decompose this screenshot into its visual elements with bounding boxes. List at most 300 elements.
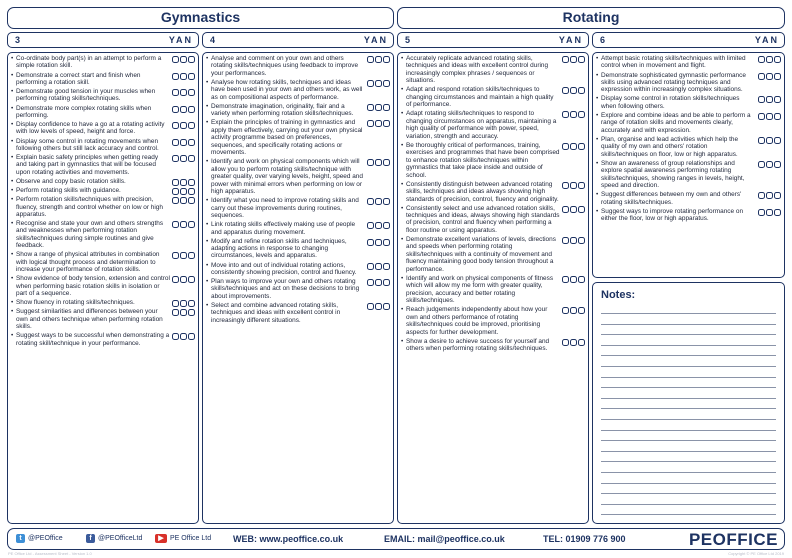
note-line [601, 334, 776, 335]
yan-checkboxes [758, 137, 781, 144]
checkbox-almost[interactable] [766, 161, 773, 168]
checkbox-almost[interactable] [180, 197, 187, 204]
checkbox-almost[interactable] [375, 104, 382, 111]
checkbox-almost[interactable] [375, 198, 382, 205]
checkbox-not-yet[interactable] [383, 263, 390, 270]
yan-checkboxes [367, 303, 390, 310]
criteria-text: Recognise and state your own and others strengths and weaknesses when performing rotation skills/techniques during simple routines and give feedback. [16, 220, 164, 250]
col-header-5 [397, 32, 589, 48]
twitter-icon: t [16, 534, 25, 543]
criteria-item [596, 55, 784, 70]
column-6 [592, 52, 785, 278]
criteria-text: Plan ways to improve your own and others rotating skills/techniques and act on these decisions to bring about improvements. [211, 278, 360, 300]
criteria-text: Reach judgements independently about how your own and others performance of rotating skills/techniques could be improved, prioritising aspects for further development. [406, 306, 548, 336]
rotating-banner: Rotating [397, 7, 785, 29]
yan-checkboxes [367, 104, 390, 111]
col-number: 3 [15, 35, 21, 45]
criteria-text: Adapt and respond rotation skills/techniques to changing circumstances and maintain a high quality of performance. [406, 86, 554, 109]
checkbox-almost[interactable] [570, 111, 577, 118]
criteria-text: Be thoroughly critical of performances, training, exercises and programmes that have been comprised to enhance rotation skills/techniques within gymnastics that take place inside and outside of school. [406, 141, 560, 179]
bullet: • [206, 278, 209, 286]
criteria-item [401, 142, 588, 179]
checkbox-almost[interactable] [570, 56, 577, 63]
checkbox-yes[interactable] [172, 252, 179, 259]
criteria-item [401, 86, 588, 108]
checkbox-yes[interactable] [758, 209, 765, 216]
criteria-item [11, 178, 198, 185]
checkbox-almost[interactable] [180, 73, 187, 80]
yan-checkboxes [562, 182, 585, 189]
checkbox-almost[interactable] [570, 339, 577, 346]
youtube-icon: ▶ [155, 534, 167, 543]
yan-checkboxes [172, 155, 195, 162]
yan-checkboxes [367, 263, 390, 270]
checkbox-yes[interactable] [172, 197, 179, 204]
footer [7, 528, 785, 550]
twitter-link[interactable] [16, 534, 63, 543]
checkbox-yes[interactable] [562, 111, 569, 118]
checkbox-not-yet[interactable] [188, 221, 195, 228]
checkbox-yes[interactable] [172, 56, 179, 63]
checkbox-not-yet[interactable] [578, 143, 585, 150]
checkbox-almost[interactable] [180, 155, 187, 162]
bullet: • [11, 104, 14, 112]
checkbox-almost[interactable] [570, 87, 577, 94]
criteria-text: Identify and work on physical components of fitness which will allow my me form with greater quality, precision, accuracy and better rotating skills/techniques. [406, 274, 554, 305]
checkbox-not-yet[interactable] [188, 252, 195, 259]
checkbox-yes[interactable] [562, 206, 569, 213]
checkbox-almost[interactable] [180, 56, 187, 63]
criteria-item [206, 278, 393, 300]
criteria-text: Display some control in rotating movements when following others but still lack accuracy and control. [16, 137, 159, 152]
yan-label: YAN [754, 35, 779, 45]
checkbox-yes[interactable] [562, 237, 569, 244]
checkbox-almost[interactable] [375, 159, 382, 166]
criteria-text: Demonstrate more complex rotating skills when performing. [16, 104, 152, 119]
bullet: • [11, 332, 14, 340]
checkbox-yes[interactable] [758, 56, 765, 63]
criteria-text: Attempt basic rotating skills/techniques with limited control when in movement and flight. [601, 55, 746, 70]
checkbox-almost[interactable] [766, 137, 773, 144]
checkbox-almost[interactable] [766, 209, 773, 216]
bullet: • [11, 251, 14, 259]
checkbox-not-yet[interactable] [774, 113, 781, 120]
bullet: • [401, 110, 404, 118]
criteria-item [206, 302, 393, 324]
checkbox-almost[interactable] [180, 188, 187, 195]
yan-checkboxes [172, 252, 195, 259]
checkbox-yes[interactable] [367, 80, 374, 87]
criteria-item [596, 136, 784, 158]
note-line [601, 430, 776, 431]
checkbox-almost[interactable] [766, 96, 773, 103]
checkbox-almost[interactable] [180, 300, 187, 307]
checkbox-not-yet[interactable] [188, 73, 195, 80]
checkbox-almost[interactable] [766, 113, 773, 120]
column-3 [7, 52, 199, 524]
checkbox-yes[interactable] [172, 73, 179, 80]
criteria-item [206, 262, 393, 277]
criteria-item [11, 138, 198, 153]
checkbox-not-yet[interactable] [774, 137, 781, 144]
checkbox-not-yet[interactable] [383, 279, 390, 286]
checkbox-not-yet[interactable] [383, 104, 390, 111]
bullet: • [401, 306, 404, 314]
checkbox-not-yet[interactable] [188, 276, 195, 283]
checkbox-not-yet[interactable] [383, 303, 390, 310]
criteria-item [206, 221, 393, 236]
bullet: • [401, 235, 404, 243]
yan-checkboxes [758, 161, 781, 168]
yan-checkboxes [562, 87, 585, 94]
checkbox-yes[interactable] [367, 279, 374, 286]
bullet: • [206, 197, 209, 205]
yan-checkboxes [562, 143, 585, 150]
criteria-item [206, 158, 393, 195]
bullet: • [11, 154, 14, 161]
bullet: • [401, 86, 404, 94]
criteria-text: Identify and work on physical components which will allow you to perform rotating skills/technique with greater quality, over varying levels, height, speed and power with minimal errors when performing on low or high apparatus. [211, 158, 363, 196]
facebook-handle: @PEOfficeLtd [98, 535, 143, 542]
checkbox-almost[interactable] [766, 56, 773, 63]
checkbox-yes[interactable] [562, 182, 569, 189]
criteria-text: Show a range of physical attributes in combination with logical thought process and determination to increase your performance of rotation skills. [16, 251, 160, 274]
bullet: • [11, 137, 14, 145]
checkbox-yes[interactable] [562, 87, 569, 94]
facebook-link[interactable] [86, 534, 142, 543]
checkbox-yes[interactable] [758, 137, 765, 144]
column-5 [397, 52, 589, 524]
checkbox-yes[interactable] [758, 161, 765, 168]
checkbox-almost[interactable] [180, 179, 187, 186]
yan-checkboxes [172, 309, 195, 316]
checkbox-yes[interactable] [758, 113, 765, 120]
criteria-text: Show evidence of body tension, extension and control when performing basic rotation skills in isolation or part of a sequence. [16, 275, 170, 298]
criteria-item [596, 112, 784, 134]
checkbox-yes[interactable] [172, 122, 179, 129]
checkbox-yes[interactable] [367, 198, 374, 205]
criteria-text: Explore and combine ideas and be able to perform a range of rotation skills and movements clearly, accurately and with expression. [601, 111, 751, 134]
criteria-text: Modify and refine rotation skills and techniques, adapting actions in response to changing circumstances, levels and apparatus. [211, 237, 347, 260]
checkbox-yes[interactable] [562, 339, 569, 346]
criteria-item [401, 236, 588, 273]
col-number: 5 [405, 35, 411, 45]
criteria-item [11, 187, 198, 194]
bullet: • [11, 196, 14, 204]
yan-checkboxes [758, 192, 781, 199]
checkbox-almost[interactable] [375, 80, 382, 87]
criteria-item [206, 119, 393, 156]
criteria-text: Perform rotating skills with guidance. [16, 187, 121, 194]
criteria-list [593, 53, 784, 223]
checkbox-not-yet[interactable] [578, 206, 585, 213]
criteria-item [596, 160, 784, 190]
checkbox-almost[interactable] [180, 89, 187, 96]
phone-number: TEL: 01909 776 900 [543, 534, 626, 544]
yan-checkboxes [172, 276, 195, 283]
bullet: • [11, 177, 14, 185]
checkbox-almost[interactable] [375, 263, 382, 270]
yan-checkboxes [562, 276, 585, 283]
checkbox-almost[interactable] [375, 56, 382, 63]
yan-checkboxes [172, 89, 195, 96]
checkbox-yes[interactable] [367, 120, 374, 127]
checkbox-almost[interactable] [570, 307, 577, 314]
checkbox-not-yet[interactable] [188, 333, 195, 340]
bullet: • [11, 299, 14, 307]
checkbox-yes[interactable] [367, 159, 374, 166]
checkbox-yes[interactable] [562, 276, 569, 283]
email-link[interactable]: EMAIL: mail@peoffice.co.uk [384, 534, 505, 544]
yan-checkboxes [562, 206, 585, 213]
checkbox-yes[interactable] [562, 56, 569, 63]
yan-checkboxes [562, 237, 585, 244]
gymnastics-banner: Gymnastics [7, 7, 394, 29]
checkbox-not-yet[interactable] [774, 96, 781, 103]
note-line [601, 440, 776, 441]
note-line [601, 408, 776, 409]
checkbox-not-yet[interactable] [383, 56, 390, 63]
checkbox-yes[interactable] [172, 188, 179, 195]
bullet: • [206, 78, 209, 86]
bullet: • [401, 274, 404, 282]
checkbox-yes[interactable] [758, 96, 765, 103]
bullet: • [596, 95, 599, 103]
checkbox-not-yet[interactable] [578, 56, 585, 63]
checkbox-yes[interactable] [367, 239, 374, 246]
criteria-text: Suggest differences between my own and others' rotating skills/techniques. [601, 191, 742, 206]
checkbox-almost[interactable] [375, 303, 382, 310]
bullet: • [596, 207, 599, 215]
checkbox-almost[interactable] [766, 192, 773, 199]
criteria-item [206, 79, 393, 101]
yan-checkboxes [367, 80, 390, 87]
criteria-item [11, 88, 198, 103]
checkbox-not-yet[interactable] [578, 237, 585, 244]
yan-checkboxes [172, 122, 195, 129]
criteria-text: Identify what you need to improve rotating skills and carry out these improvements during routines, sequences. [211, 197, 359, 220]
checkbox-almost[interactable] [180, 252, 187, 259]
bullet: • [401, 337, 404, 345]
checkbox-yes[interactable] [758, 192, 765, 199]
yan-checkboxes [172, 56, 195, 63]
criteria-text: Plan, organise and lead activities which help the quality of my own and others' rotation skills/techniques on floor, low or high apparatus. [601, 135, 739, 158]
checkbox-yes[interactable] [172, 221, 179, 228]
note-line [601, 398, 776, 399]
youtube-link[interactable] [155, 534, 211, 543]
note-line [601, 504, 776, 505]
checkbox-yes[interactable] [367, 303, 374, 310]
fineprint-left: PE Office Ltd - Assessment Sheet - Version 1.0 [8, 551, 92, 556]
checkbox-yes[interactable] [172, 309, 179, 316]
checkbox-almost[interactable] [570, 237, 577, 244]
bullet: • [206, 301, 209, 309]
bullet: • [11, 55, 14, 62]
note-line [601, 472, 776, 473]
checkbox-not-yet[interactable] [188, 56, 195, 63]
checkbox-not-yet[interactable] [383, 198, 390, 205]
checkbox-almost[interactable] [180, 122, 187, 129]
checkbox-not-yet[interactable] [188, 309, 195, 316]
checkbox-not-yet[interactable] [383, 239, 390, 246]
criteria-item [401, 205, 588, 235]
checkbox-almost[interactable] [180, 276, 187, 283]
criteria-text: Demonstrate imagination, originality, flair and a variety when performing rotation skills/techniques. [211, 102, 354, 118]
checkbox-yes[interactable] [172, 300, 179, 307]
checkbox-almost[interactable] [375, 239, 382, 246]
checkbox-not-yet[interactable] [774, 161, 781, 168]
checkbox-yes[interactable] [367, 222, 374, 229]
criteria-item [401, 55, 588, 85]
bullet: • [11, 187, 14, 194]
checkbox-almost[interactable] [375, 279, 382, 286]
checkbox-almost[interactable] [570, 276, 577, 283]
checkbox-not-yet[interactable] [774, 192, 781, 199]
checkbox-not-yet[interactable] [188, 89, 195, 96]
bullet: • [401, 55, 404, 62]
checkbox-not-yet[interactable] [578, 182, 585, 189]
yan-label: YAN [168, 35, 193, 45]
checkbox-not-yet[interactable] [578, 339, 585, 346]
checkbox-not-yet[interactable] [188, 197, 195, 204]
checkbox-almost[interactable] [570, 182, 577, 189]
checkbox-not-yet[interactable] [774, 209, 781, 216]
criteria-text: Accurately replicate advanced rotating skills, techniques and ideas with excellent control during increasingly complex phrases / sequences or situations. [406, 55, 549, 85]
yan-checkboxes [367, 198, 390, 205]
yan-checkboxes [758, 113, 781, 120]
checkbox-not-yet[interactable] [383, 120, 390, 127]
bullet: • [401, 141, 404, 149]
checkbox-almost[interactable] [375, 120, 382, 127]
bullet: • [11, 308, 14, 316]
notes-title: Notes: [601, 289, 636, 301]
checkbox-not-yet[interactable] [188, 122, 195, 129]
checkbox-almost[interactable] [570, 143, 577, 150]
checkbox-almost[interactable] [180, 106, 187, 113]
criteria-item [11, 196, 198, 218]
checkbox-not-yet[interactable] [188, 188, 195, 195]
checkbox-yes[interactable] [172, 139, 179, 146]
criteria-item [11, 275, 198, 297]
yan-checkboxes [172, 197, 195, 204]
criteria-item [11, 72, 198, 87]
checkbox-almost[interactable] [180, 221, 187, 228]
checkbox-yes[interactable] [562, 143, 569, 150]
checkbox-yes[interactable] [562, 307, 569, 314]
checkbox-not-yet[interactable] [578, 307, 585, 314]
checkbox-yes[interactable] [367, 263, 374, 270]
criteria-item [206, 55, 393, 77]
checkbox-not-yet[interactable] [188, 179, 195, 186]
web-link[interactable]: WEB: www.peoffice.co.uk [233, 534, 344, 544]
criteria-text: Suggest similarities and differences between your own and others technique when performing rotation skills. [16, 308, 163, 331]
criteria-item [206, 103, 393, 118]
checkbox-yes[interactable] [758, 73, 765, 80]
checkbox-not-yet[interactable] [383, 80, 390, 87]
criteria-text: Demonstrate excellent variations of levels, directions and speeds when performing rotating skills/techniques with a continuity of movement and fluency maintaining good body tension throughout a performance. [406, 235, 556, 273]
youtube-handle: PE Office Ltd [170, 535, 212, 542]
checkbox-yes[interactable] [172, 179, 179, 186]
note-line [601, 377, 776, 378]
checkbox-almost[interactable] [180, 309, 187, 316]
note-line [601, 366, 776, 367]
criteria-text: Consistently distinguish between advanced rotating skills, techniques and ideas always showing high standards of precision, control, fluency and originality. [406, 180, 559, 203]
yan-label: YAN [363, 35, 388, 45]
criteria-text: Show a desire to achieve success for yourself and others when performing rotating skills/techniques. [406, 337, 550, 353]
checkbox-yes[interactable] [172, 333, 179, 340]
note-line [601, 345, 776, 346]
criteria-item [206, 238, 393, 260]
criteria-list [398, 53, 588, 353]
yan-checkboxes [562, 111, 585, 118]
criteria-item [401, 306, 588, 336]
col-header-3 [7, 32, 199, 48]
criteria-list [203, 53, 393, 324]
yan-checkboxes [758, 96, 781, 103]
checkbox-not-yet[interactable] [188, 300, 195, 307]
yan-checkboxes [562, 307, 585, 314]
criteria-text: Analyse and comment on your own and others rotating skills/techniques using feedback to improve your performances. [211, 55, 359, 77]
criteria-text: Observe and copy basic rotation skills. [16, 177, 126, 185]
criteria-item [401, 181, 588, 203]
checkbox-almost[interactable] [180, 333, 187, 340]
note-line [601, 483, 776, 484]
checkbox-almost[interactable] [180, 139, 187, 146]
checkbox-yes[interactable] [172, 276, 179, 283]
note-line [601, 313, 776, 314]
checkbox-not-yet[interactable] [188, 155, 195, 162]
checkbox-almost[interactable] [570, 206, 577, 213]
checkbox-not-yet[interactable] [578, 276, 585, 283]
criteria-text: Move into and out of individual rotating actions, consistently showing precision, control and fluency. [211, 261, 357, 276]
checkbox-yes[interactable] [172, 89, 179, 96]
bullet: • [596, 71, 599, 79]
checkbox-not-yet[interactable] [774, 56, 781, 63]
criteria-item [11, 299, 198, 306]
checkbox-yes[interactable] [367, 56, 374, 63]
criteria-item [596, 72, 784, 94]
checkbox-not-yet[interactable] [578, 111, 585, 118]
checkbox-yes[interactable] [172, 155, 179, 162]
criteria-text: Consistently select and use advanced rotation skills, techniques and ideas, always showing high standards of precision, control and fluency when performing a floor routine or using apparatus. [406, 204, 560, 234]
checkbox-not-yet[interactable] [383, 222, 390, 229]
bullet: • [596, 191, 599, 199]
criteria-item [11, 154, 198, 176]
checkbox-not-yet[interactable] [188, 106, 195, 113]
checkbox-not-yet[interactable] [774, 73, 781, 80]
checkbox-not-yet[interactable] [188, 139, 195, 146]
criteria-text: Demonstrate good tension in your muscles when performing rotating skills/techniques. [16, 88, 156, 103]
bullet: • [401, 180, 404, 188]
yan-checkboxes [367, 159, 390, 166]
checkbox-not-yet[interactable] [383, 159, 390, 166]
criteria-text: Suggest ways to improve rotating performance on either the floor, low or high apparatus. [601, 207, 744, 223]
criteria-text: Explain the principles of training in gymnastics and apply them effectively, carrying out your own physical activity programme based on preferences, sequences, and specifically rotating actions or movements. [211, 119, 363, 157]
bullet: • [206, 119, 209, 127]
checkbox-almost[interactable] [766, 73, 773, 80]
bullet: • [206, 261, 209, 269]
checkbox-yes[interactable] [172, 106, 179, 113]
checkbox-yes[interactable] [367, 104, 374, 111]
criteria-text: Suggest ways to be successful when demonstrating a rotating skill/technique in your performance. [16, 332, 170, 347]
note-line [601, 387, 776, 388]
yan-checkboxes [172, 221, 195, 228]
checkbox-not-yet[interactable] [578, 87, 585, 94]
checkbox-almost[interactable] [375, 222, 382, 229]
criteria-text: Perform rotation skills/techniques with precision, fluency, strength and control whether on low or high apparatus. [16, 196, 163, 218]
criteria-text: Explain basic safety principles when getting ready and taking part in gymnastics that will be focused upon rotating activities and movements. [16, 154, 159, 176]
criteria-text: Demonstrate sophisticated gymnastic performance skills using advanced rotating techniques and expression within increasingly complex situations. [601, 71, 746, 94]
